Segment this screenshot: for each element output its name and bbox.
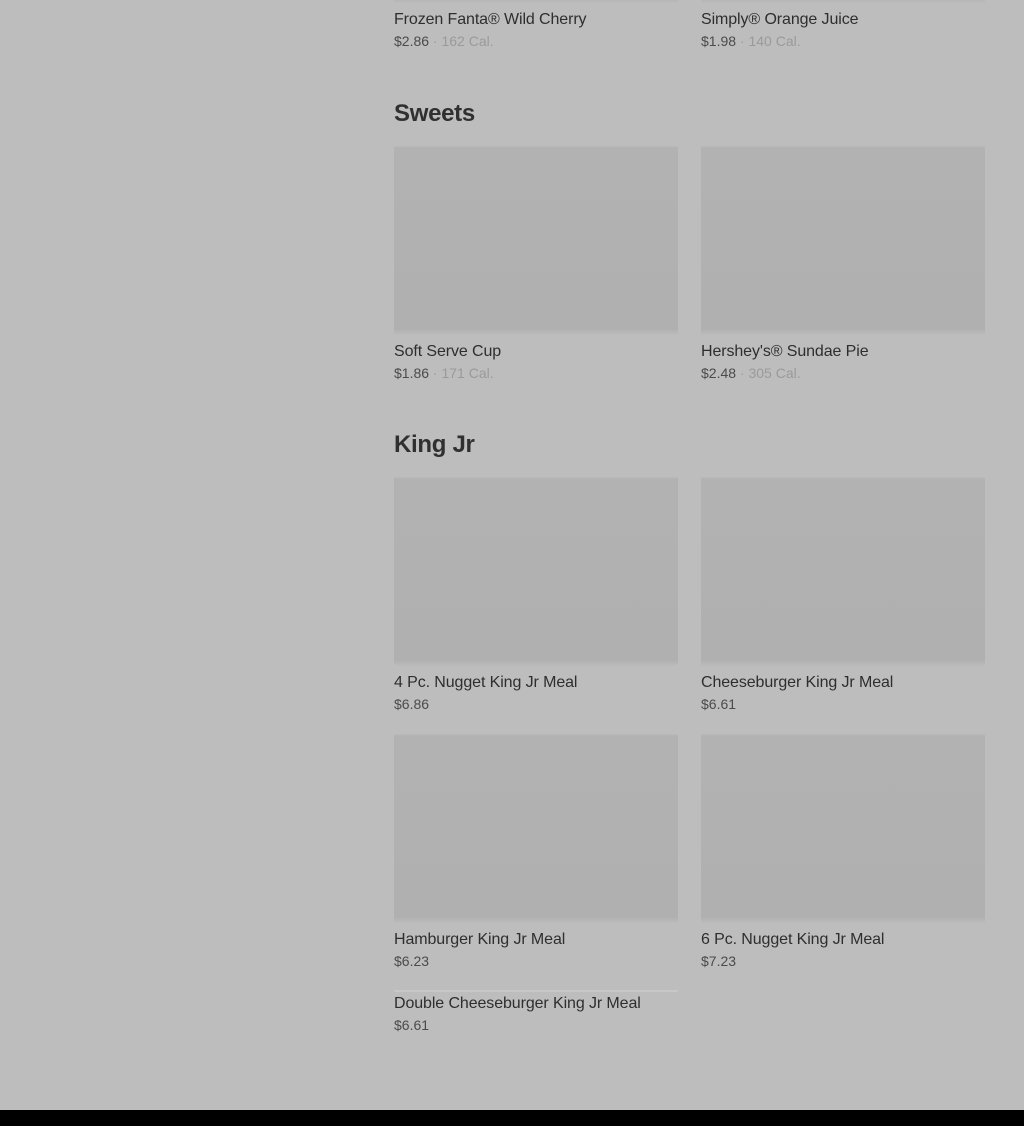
page-footer	[0, 1110, 1024, 1126]
menu-item-image-placeholder	[701, 476, 985, 666]
menu-item-price: $1.98	[701, 33, 737, 49]
menu-item-image-placeholder	[394, 145, 678, 335]
menu-item-image-placeholder	[701, 0, 985, 3]
menu-item[interactable]	[394, 733, 678, 969]
menu-item-image-placeholder	[701, 733, 985, 923]
menu-items-grid	[394, 145, 985, 381]
menu-item[interactable]	[394, 0, 678, 49]
menu-item-price-line	[394, 696, 678, 712]
menu-item[interactable]	[701, 476, 985, 712]
menu-item-price-line	[701, 953, 985, 969]
menu-item-image-edge	[394, 990, 678, 992]
menu-item-name: 6 Pc. Nugget King Jr Meal	[701, 931, 885, 948]
menu-item-price-line	[394, 1017, 678, 1033]
menu-item-price-line	[394, 33, 678, 49]
menu-item-price: $2.48	[701, 365, 737, 381]
menu-item-price: $1.86	[394, 365, 430, 381]
menu-item-price-line	[394, 365, 678, 381]
menu-item-price-line	[394, 953, 678, 969]
menu-item-name: Soft Serve Cup	[394, 343, 502, 360]
menu-item-name: Frozen Fanta® Wild Cherry	[394, 11, 587, 28]
menu-item-price: $6.61	[701, 696, 737, 712]
menu-item-price: $6.86	[394, 696, 430, 712]
section-heading-king-jr: King Jr	[394, 431, 475, 458]
menu-item[interactable]	[701, 0, 985, 49]
menu-item-price-line	[701, 33, 985, 49]
menu-item-calories: · 140 Cal.	[736, 33, 801, 49]
menu-item-price: $2.86	[394, 33, 430, 49]
menu-item-price-line	[701, 365, 985, 381]
menu-item-price-line	[701, 696, 985, 712]
menu-item-name: Hamburger King Jr Meal	[394, 931, 566, 948]
section-heading-sweets: Sweets	[394, 100, 475, 127]
menu-items-grid	[394, 476, 985, 1033]
menu-item[interactable]	[701, 145, 985, 381]
menu-item[interactable]	[394, 145, 678, 381]
menu-item-calories: · 162 Cal.	[429, 33, 494, 49]
menu-item-image-placeholder	[394, 0, 678, 3]
menu-item-name: Double Cheeseburger King Jr Meal	[394, 995, 641, 1012]
menu-item-name: Simply® Orange Juice	[701, 11, 859, 28]
menu-item-price: $6.23	[394, 953, 430, 969]
menu-item-name: 4 Pc. Nugget King Jr Meal	[394, 674, 578, 691]
menu-item-image-placeholder	[701, 145, 985, 335]
menu-item-image-placeholder	[394, 733, 678, 923]
menu-item-image-placeholder	[394, 476, 678, 666]
menu-item-name: Hershey's® Sundae Pie	[701, 343, 869, 360]
menu-item-price: $6.61	[394, 1017, 430, 1033]
menu-item-calories: · 171 Cal.	[429, 365, 494, 381]
menu-items-grid	[394, 0, 985, 49]
menu-item-price: $7.23	[701, 953, 737, 969]
menu-item[interactable]	[701, 733, 985, 969]
menu-item[interactable]	[394, 990, 678, 1033]
menu-item-name: Cheeseburger King Jr Meal	[701, 674, 894, 691]
menu-item[interactable]	[394, 476, 678, 712]
menu-item-calories: · 305 Cal.	[736, 365, 801, 381]
